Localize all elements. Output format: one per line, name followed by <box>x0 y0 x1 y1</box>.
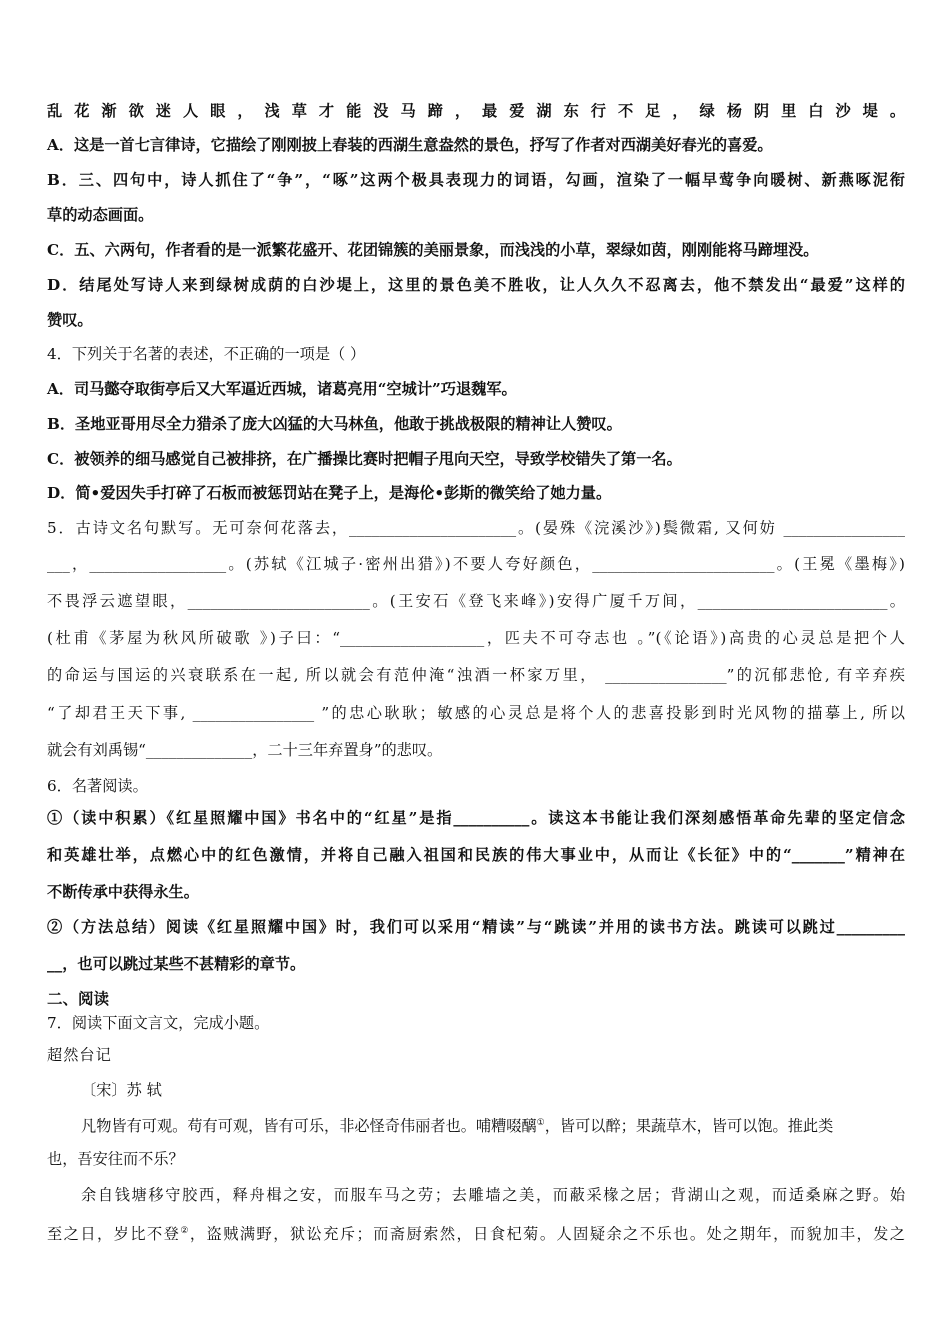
question-7: 7．阅读下面文言文，完成小题。 <box>47 1014 270 1032</box>
option-c: C．五、六两句，作者看的是一派繁花盛开、花团锦簇的美丽景象，而浅浅的小草，翠绿如茵，刚刚能将马蹄埋没。 <box>47 241 819 259</box>
q5-line-7: 就会有刘禹锡“______________，二十三年弃置身”的悲叹。 <box>47 741 443 759</box>
essay-text: 至之日，岁比不登 <box>47 1225 181 1244</box>
option-d: D．结尾处写诗人来到绿树成荫的白沙堤上，这里的景色美不胜收，让人久久不忍离去，他不禁发出“最爱”这样的 <box>47 276 905 294</box>
question-5: 5．古诗文名句默写。无可奈何花落去，______________________。(晏殊《浣溪沙》)鬓微霜, 又何妨 ________________ <box>47 519 905 537</box>
q4-option-c: C．被领养的细马感觉自己被排挤，在广播操比赛时把帽子甩向天空，导致学校错失了第一名。 <box>47 450 682 468</box>
essay-para-2-cont <box>47 1220 905 1245</box>
essay-para-1-cont: 也，吾安往而不乐？ <box>47 1150 184 1168</box>
option-b-cont: 草的动态画面。 <box>47 206 154 224</box>
poem-line: 乱花渐欲迷人眼，浅草才能没马蹄，最爱湖东行不足，绿杨阴里白沙堤。 <box>47 102 905 120</box>
q6-part-1: ①（读中积累）《红星照耀中国》书名中的“红星”是指__________。读这本书能让我们深刻感悟革命先辈的坚定信念 <box>47 809 905 827</box>
q4-option-d: D．简•爱因失手打碎了石板而被惩罚站在凳子上，是海伦•彭斯的微笑给了她力量。 <box>47 484 612 502</box>
q5-line-4: (杜甫《茅屋为秋风所破歌 》)子曰：“___________________，匹夫不可夺志也 。”(《论语》)高贵的心灵总是把个人 <box>47 629 905 647</box>
essay-text: ，皆可以醉；果蔬草木，皆可以饱。推此类 <box>544 1117 834 1136</box>
option-a: A．这是一首七言律诗，它描绘了刚刚披上春装的西湖生意盎然的景色，抒写了作者对西湖美好春光的喜爱。 <box>47 136 773 154</box>
option-d-cont: 赞叹。 <box>47 311 93 329</box>
question-6: 6．名著阅读。 <box>47 777 148 795</box>
question-4: 4．下列关于名著的表述，不正确的一项是（ ） <box>47 345 366 363</box>
footnote-mark: ① <box>536 1118 545 1128</box>
option-b: B．三、四句中，诗人抓住了“争”，“啄”这两个极具表现力的词语，勾画，渲染了一幅早莺争向暖树、新燕啄泥衔 <box>47 171 905 189</box>
q6-part-1-end: 不断传承中获得永生。 <box>47 883 199 901</box>
q5-line-2: ___，__________________。(苏轼《江城子·密州出猎》)不要人夸好颜色，________________________。(王冕《墨梅》) <box>47 555 905 573</box>
footnote-mark: ② <box>180 1226 190 1236</box>
q4-option-a: A．司马懿夺取街亭后又大军逼近西城，诸葛亮用“空城计”巧退魏军。 <box>47 380 517 398</box>
q4-option-b: B．圣地亚哥用尽全力猎杀了庞大凶猛的大马林鱼，他敢于挑战极限的精神让人赞叹。 <box>47 415 622 433</box>
section-heading-reading: 二、阅读 <box>47 989 110 1008</box>
q5-line-5: 的命运与国运的兴衰联系在一起, 所以就会有范仲淹“浊酒一杯家万里， ________________”的沉郁悲怆, 有辛弃疾 <box>47 666 905 684</box>
essay-para-1 <box>81 1112 833 1137</box>
essay-text: 凡物皆有可观。苟有可观，皆有可乐，非必怪奇伟丽者也。哺糟啜醨 <box>81 1117 537 1136</box>
q6-part-2-cont: __，也可以跳过某些不甚精彩的章节。 <box>47 955 306 973</box>
q6-part-1-cont: 和英雄壮举，点燃心中的红色激情，并将自己融入祖国和民族的伟大事业中，从而让《长征》中的“_______”精神在 <box>47 846 905 864</box>
essay-author: 〔宋〕苏 轼 <box>81 1081 162 1099</box>
q5-line-3: 不畏浮云遮望眼，________________________。(王安石《登飞来峰》)安得广厦千万间，_________________________。 <box>47 592 905 610</box>
q6-part-2: ②（方法总结）阅读《红星照耀中国》时，我们可以采用“精读”与“跳读”并用的读书方法。跳读可以跳过_________ <box>47 918 905 936</box>
q5-line-6: “了却君王天下事, ________________ ”的忠心耿耿；敏感的心灵总是将个人的悲喜投影到时光风物的描摹上, 所以 <box>47 704 905 722</box>
essay-text: ，盗贼满野，狱讼充斥；而斋厨索然，日食杞菊。人固疑余之不乐也。处之期年，而貌加丰，发之 <box>189 1225 905 1244</box>
essay-para-2: 余自钱塘移守胶西，释舟楫之安，而服车马之劳；去雕墙之美，而蔽采椽之居；背湖山之观，而适桑麻之野。始 <box>81 1186 905 1204</box>
essay-title: 超然台记 <box>47 1046 112 1064</box>
